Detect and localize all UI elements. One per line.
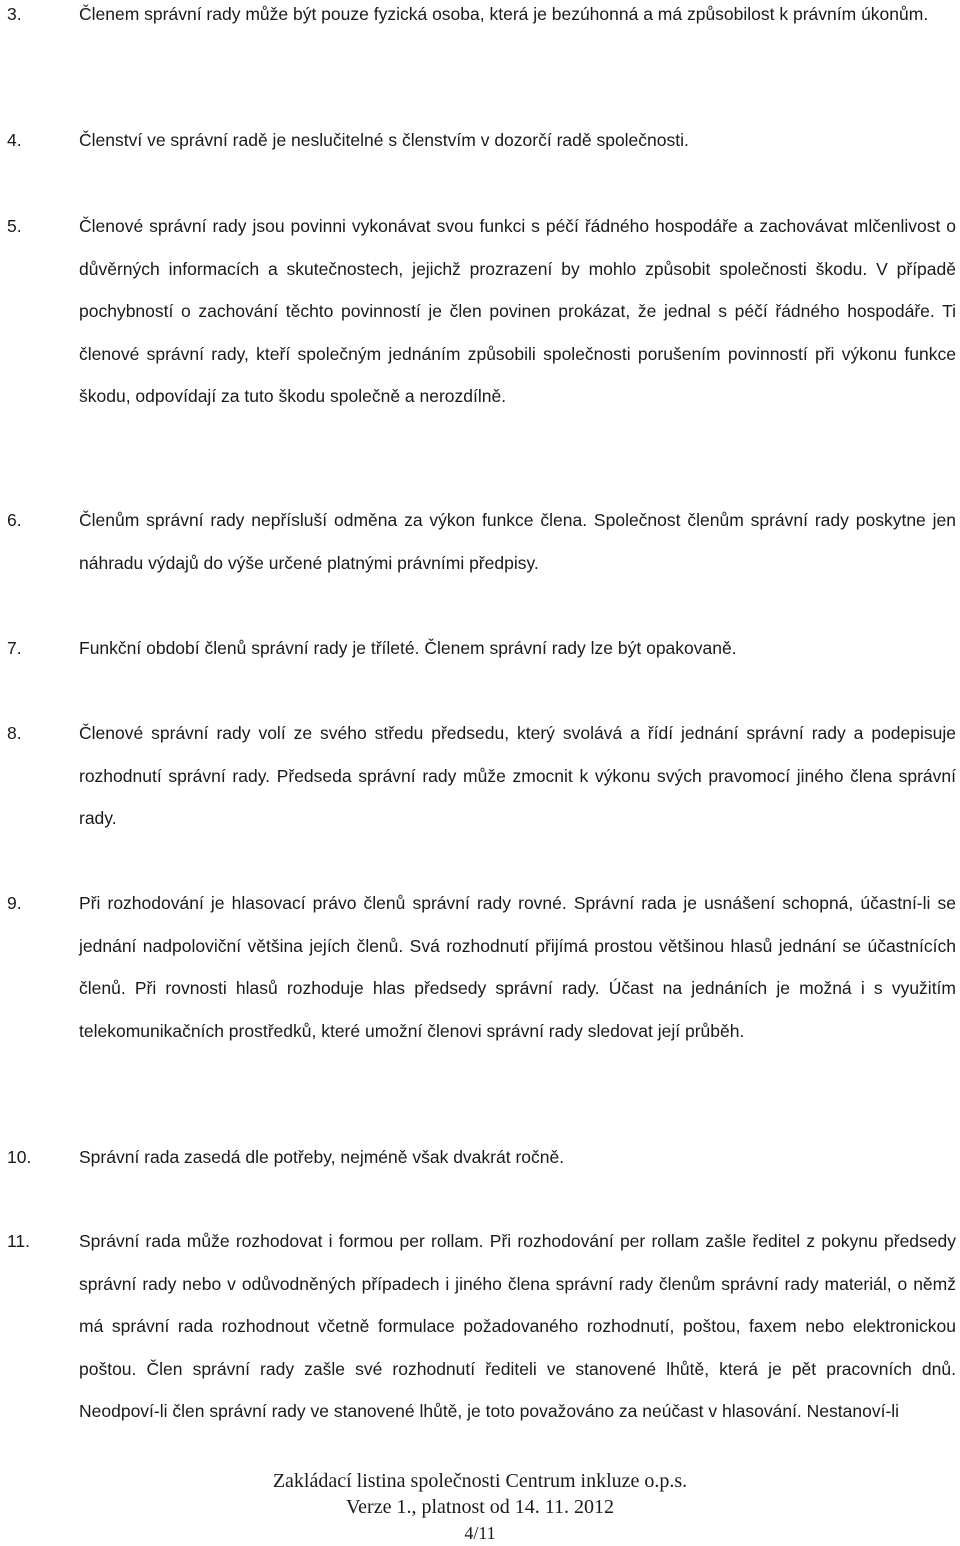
paragraph-9 — [0, 882, 956, 1052]
paragraph-7 — [0, 627, 956, 670]
paragraph-text: Členství ve správní radě je neslučitelné s členstvím v dozorčí radě společnosti. — [79, 130, 689, 150]
paragraph-text: Členové správní rady volí ze svého středu předsedu, který svolává a řídí jednání správní rady a podepisuje rozhodnutí správní rady. Předseda správní rady může zmocnit k výkonu svých pravomocí jiného člena správní rady. — [79, 723, 956, 828]
paragraph-number: 8. — [7, 723, 22, 743]
paragraph-text: Správní rada zasedá dle potřeby, nejméně však dvakrát ročně. — [79, 1147, 565, 1167]
footer-title: Zakládací listina společnosti Centrum inkluze o.p.s. — [272, 1470, 688, 1492]
paragraph-number: 9. — [7, 893, 22, 913]
page-footer — [0, 1468, 960, 1546]
paragraph-text: Při rozhodování je hlasovací právo členů správní rady rovné. Správní rada je usnášení schopná, účastní-li se jednání nadpoloviční většina jejích členů. Svá rozhodnutí přijímá prostou většinou hlasů jednání se účastnících členů. Při rovnosti hlasů rozhoduje hlas předsedy správní rady. Účast na jednáních je možná i s využitím telekomunikačních prostředků, které umožní členovi správní rady sledovat její průběh. — [79, 893, 956, 1041]
paragraph-text: Členem správní rady může být pouze fyzická osoba, která je bezúhonná a má způsobilost k právním úkonům. — [79, 4, 929, 24]
paragraph-3 — [0, 0, 956, 36]
paragraph-number: 7. — [7, 638, 22, 658]
paragraph-number: 11. — [7, 1231, 31, 1251]
paragraph-text: Funkční období členů správní rady je tříleté. Členem správní rady lze být opakovaně. — [79, 638, 737, 658]
paragraph-8 — [0, 712, 956, 840]
paragraph-5 — [0, 205, 956, 418]
footer-version: Verze 1., platnost od 14. 11. 2012 — [345, 1496, 615, 1518]
paragraph-11 — [0, 1220, 956, 1433]
paragraph-number: 4. — [7, 130, 22, 150]
paragraph-number: 6. — [7, 510, 22, 530]
paragraph-text: Správní rada může rozhodovat i formou per rollam. Při rozhodování per rollam zašle ředitel z pokynu předsedy správní rady nebo v odůvodněných případech i jiného člena správní rady členům správní rady materiál, o němž má správní rada rozhodnout včetně formulace požadovaného rozhodnutí, poštou, faxem nebo elektronickou poštou. Člen správní rady zašle své rozhodnutí řediteli ve stanovené lhůtě, která je pět pracovních dnů. Neodpoví-li člen správní rady ve stanovené lhůtě, je toto považováno za neúčast v hlasování. Nestanoví-li — [79, 1231, 956, 1421]
paragraph-number: 10. — [7, 1147, 32, 1167]
paragraph-number: 5. — [7, 216, 22, 236]
paragraph-text: Členové správní rady jsou povinni vykonávat svou funkci s péčí řádného hospodáře a zachovávat mlčenlivost o důvěrných informacích a skutečnostech, jejichž prozrazení by mohlo způsobit společnosti škodu. V případě pochybností o zachování těchto povinností je člen povinen prokázat, že jednal s péčí řádného hospodáře. Ti členové správní rady, kteří společným jednáním způsobili společnosti porušením povinností při výkonu funkce škodu, odpovídají za tuto škodu společně a nerozdílně. — [79, 216, 956, 406]
paragraph-4 — [0, 119, 956, 162]
page-number: 4/11 — [464, 1523, 496, 1543]
paragraph-6 — [0, 499, 956, 584]
paragraph-number: 3. — [7, 4, 22, 24]
paragraph-text: Členům správní rady nepřísluší odměna za výkon funkce člena. Společnost členům správní rady poskytne jen náhradu výdajů do výše určené platnými právními předpisy. — [79, 510, 956, 573]
paragraph-10 — [0, 1136, 956, 1179]
